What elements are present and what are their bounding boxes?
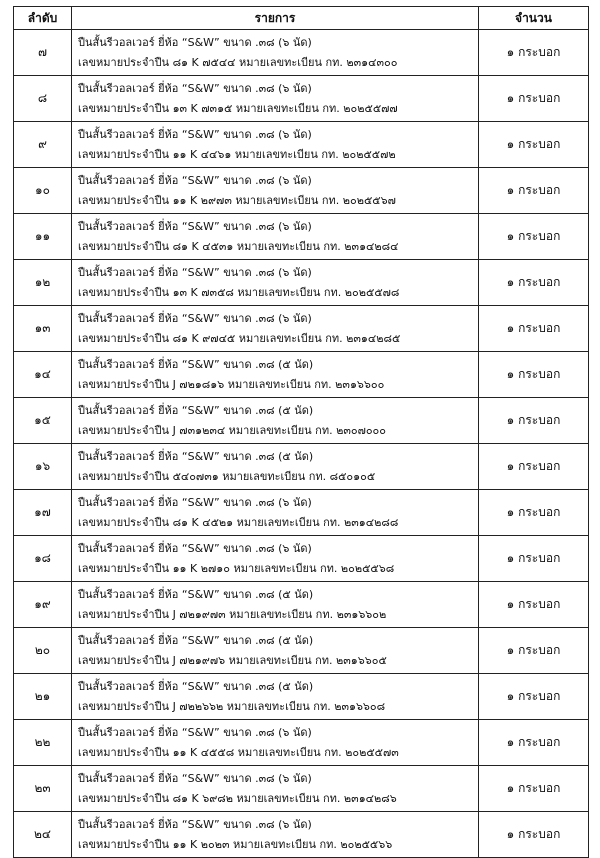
item-model-line: ปืนสั้นรีวอลเวอร์ ยี่ห้อ “S&W” ขนาด .๓๘ (๖ นัด) bbox=[78, 541, 312, 555]
row-number: ๒๓ bbox=[14, 766, 72, 812]
item-model-line: ปืนสั้นรีวอลเวอร์ ยี่ห้อ “S&W” ขนาด .๓๘ (๖ นัด) bbox=[78, 265, 312, 279]
row-description bbox=[72, 536, 479, 582]
row-quantity: ๑ กระบอก bbox=[479, 720, 589, 766]
item-model-line: ปืนสั้นรีวอลเวอร์ ยี่ห้อ “S&W” ขนาด .๓๘ (๕ นัด) bbox=[78, 403, 314, 417]
item-model-line: ปืนสั้นรีวอลเวอร์ ยี่ห้อ “S&W” ขนาด .๓๘ (๖ นัด) bbox=[78, 219, 312, 233]
row-number: ๑๓ bbox=[14, 306, 72, 352]
row-description bbox=[72, 214, 479, 260]
item-serial-line: เลขหมายประจำปืน J ๗๒๑๙๗๖ หมายเลขทะเบียน กท. ๒๓๑๖๖๐๕ bbox=[78, 653, 387, 667]
table-row bbox=[14, 582, 589, 628]
header-item: รายการ bbox=[72, 7, 479, 30]
row-quantity: ๑ กระบอก bbox=[479, 76, 589, 122]
item-serial-line: เลขหมายประจำปืน ๘๑ K ๗๕๔๔ หมายเลขทะเบียน กท. ๒๓๑๔๓๐๐ bbox=[78, 55, 398, 69]
row-description bbox=[72, 306, 479, 352]
item-model-line: ปืนสั้นรีวอลเวอร์ ยี่ห้อ “S&W” ขนาด .๓๘ (๖ นัด) bbox=[78, 173, 312, 187]
row-number: ๙ bbox=[14, 122, 72, 168]
table-body bbox=[14, 30, 589, 858]
item-model-line: ปืนสั้นรีวอลเวอร์ ยี่ห้อ “S&W” ขนาด .๓๘ (๕ นัด) bbox=[78, 679, 314, 693]
row-number: ๑๖ bbox=[14, 444, 72, 490]
row-number: ๑๑ bbox=[14, 214, 72, 260]
table-row bbox=[14, 306, 589, 352]
table-row bbox=[14, 398, 589, 444]
row-quantity: ๑ กระบอก bbox=[479, 260, 589, 306]
item-model-line: ปืนสั้นรีวอลเวอร์ ยี่ห้อ “S&W” ขนาด .๓๘ (๖ นัด) bbox=[78, 495, 312, 509]
item-serial-line: เลขหมายประจำปืน ๘๑ K ๔๕๒๑ หมายเลขทะเบียน กท. ๒๓๑๔๒๘๘ bbox=[78, 515, 399, 529]
item-model-line: ปืนสั้นรีวอลเวอร์ ยี่ห้อ “S&W” ขนาด .๓๘ (๖ นัด) bbox=[78, 771, 312, 785]
item-model-line: ปืนสั้นรีวอลเวอร์ ยี่ห้อ “S&W” ขนาด .๓๘ (๕ นัด) bbox=[78, 449, 314, 463]
item-model-line: ปืนสั้นรีวอลเวอร์ ยี่ห้อ “S&W” ขนาด .๓๘ (๖ นัด) bbox=[78, 817, 312, 831]
table-row bbox=[14, 720, 589, 766]
item-model-line: ปืนสั้นรีวอลเวอร์ ยี่ห้อ “S&W” ขนาด .๓๘ (๕ นัด) bbox=[78, 633, 314, 647]
item-serial-line: เลขหมายประจำปืน ๘๑ K ๔๕๓๑ หมายเลขทะเบียน กท. ๒๓๑๔๒๘๔ bbox=[78, 239, 399, 253]
row-quantity: ๑ กระบอก bbox=[479, 444, 589, 490]
row-number: ๘ bbox=[14, 76, 72, 122]
table-row bbox=[14, 628, 589, 674]
row-number: ๒๔ bbox=[14, 812, 72, 858]
row-quantity: ๑ กระบอก bbox=[479, 168, 589, 214]
row-number: ๗ bbox=[14, 30, 72, 76]
row-number: ๑๙ bbox=[14, 582, 72, 628]
row-description bbox=[72, 30, 479, 76]
row-number: ๑๗ bbox=[14, 490, 72, 536]
item-serial-line: เลขหมายประจำปืน ๑๑ K ๔๔๖๑ หมายเลขทะเบียน กท. ๒๐๒๕๕๗๒ bbox=[78, 147, 396, 161]
table-row bbox=[14, 76, 589, 122]
row-description bbox=[72, 812, 479, 858]
row-quantity: ๑ กระบอก bbox=[479, 398, 589, 444]
item-serial-line: เลขหมายประจำปืน ๑๑ K ๔๕๕๘ หมายเลขทะเบียน กท. ๒๐๒๕๕๗๓ bbox=[78, 745, 399, 759]
row-quantity: ๑ กระบอก bbox=[479, 674, 589, 720]
item-serial-line: เลขหมายประจำปืน J ๗๓๑๒๓๔ หมายเลขทะเบียน กท. ๒๓๐๗๐๐๐ bbox=[78, 423, 386, 437]
item-serial-line: เลขหมายประจำปืน ๑๑ K ๒๗๑๐ หมายเลขทะเบียน กท. ๒๐๒๕๕๖๘ bbox=[78, 561, 395, 575]
row-number: ๑๒ bbox=[14, 260, 72, 306]
table-row bbox=[14, 536, 589, 582]
row-number: ๑๕ bbox=[14, 398, 72, 444]
table-row bbox=[14, 352, 589, 398]
header-no: ลำดับ bbox=[14, 7, 72, 30]
row-number: ๑๐ bbox=[14, 168, 72, 214]
row-quantity: ๑ กระบอก bbox=[479, 628, 589, 674]
table-row bbox=[14, 812, 589, 858]
row-description bbox=[72, 122, 479, 168]
row-number: ๒๑ bbox=[14, 674, 72, 720]
item-model-line: ปืนสั้นรีวอลเวอร์ ยี่ห้อ “S&W” ขนาด .๓๘ (๖ นัด) bbox=[78, 725, 312, 739]
row-description bbox=[72, 628, 479, 674]
row-quantity: ๑ กระบอก bbox=[479, 536, 589, 582]
row-description bbox=[72, 398, 479, 444]
table-row bbox=[14, 214, 589, 260]
table-row bbox=[14, 168, 589, 214]
item-model-line: ปืนสั้นรีวอลเวอร์ ยี่ห้อ “S&W” ขนาด .๓๘ (๖ นัด) bbox=[78, 311, 312, 325]
item-model-line: ปืนสั้นรีวอลเวอร์ ยี่ห้อ “S&W” ขนาด .๓๘ (๖ นัด) bbox=[78, 35, 312, 49]
row-quantity: ๑ กระบอก bbox=[479, 812, 589, 858]
row-description bbox=[72, 582, 479, 628]
row-description bbox=[72, 674, 479, 720]
item-serial-line: เลขหมายประจำปืน J ๗๒๑๘๑๖ หมายเลขทะเบียน กท. ๒๓๑๖๖๐๐ bbox=[78, 377, 385, 391]
row-description bbox=[72, 352, 479, 398]
table-row bbox=[14, 122, 589, 168]
row-description bbox=[72, 260, 479, 306]
row-description bbox=[72, 766, 479, 812]
table-row bbox=[14, 766, 589, 812]
row-quantity: ๑ กระบอก bbox=[479, 30, 589, 76]
row-quantity: ๑ กระบอก bbox=[479, 582, 589, 628]
item-serial-line: เลขหมายประจำปืน ๑๑ K ๒๙๗๓ หมายเลขทะเบียน กท. ๒๐๒๕๕๖๗ bbox=[78, 193, 396, 207]
item-serial-line: เลขหมายประจำปืน ๘๑ K ๖๙๘๒ หมายเลขทะเบียน กท. ๒๓๑๔๒๘๖ bbox=[78, 791, 397, 805]
item-serial-line: เลขหมายประจำปืน ๕๔๐๗๓๑ หมายเลขทะเบียน กท. ๘๕๐๑๐๕ bbox=[78, 469, 376, 483]
row-number: ๑๘ bbox=[14, 536, 72, 582]
table-row bbox=[14, 30, 589, 76]
item-serial-line: เลขหมายประจำปืน ๑๑ K ๒๐๒๓ หมายเลขทะเบียน กท. ๒๐๒๕๕๖๖ bbox=[78, 837, 393, 851]
item-model-line: ปืนสั้นรีวอลเวอร์ ยี่ห้อ “S&W” ขนาด .๓๘ (๕ นัด) bbox=[78, 587, 314, 601]
table-row bbox=[14, 260, 589, 306]
row-quantity: ๑ กระบอก bbox=[479, 490, 589, 536]
row-quantity: ๑ กระบอก bbox=[479, 766, 589, 812]
header-qty: จำนวน bbox=[479, 7, 589, 30]
row-quantity: ๑ กระบอก bbox=[479, 214, 589, 260]
row-number: ๒๐ bbox=[14, 628, 72, 674]
row-description bbox=[72, 168, 479, 214]
item-serial-line: เลขหมายประจำปืน ๑๓ K ๗๓๑๕ หมายเลขทะเบียน กท. ๒๐๒๕๕๗๗ bbox=[78, 101, 398, 115]
firearm-list-table bbox=[13, 6, 589, 858]
row-description bbox=[72, 444, 479, 490]
item-model-line: ปืนสั้นรีวอลเวอร์ ยี่ห้อ “S&W” ขนาด .๓๘ (๖ นัด) bbox=[78, 81, 312, 95]
item-serial-line: เลขหมายประจำปืน ๘๑ K ๙๗๔๕ หมายเลขทะเบียน กท. ๒๓๑๔๒๘๕ bbox=[78, 331, 401, 345]
row-number: ๒๒ bbox=[14, 720, 72, 766]
row-description bbox=[72, 490, 479, 536]
row-quantity: ๑ กระบอก bbox=[479, 352, 589, 398]
row-description bbox=[72, 720, 479, 766]
item-model-line: ปืนสั้นรีวอลเวอร์ ยี่ห้อ “S&W” ขนาด .๓๘ (๕ นัด) bbox=[78, 357, 314, 371]
item-serial-line: เลขหมายประจำปืน ๑๓ K ๗๓๕๘ หมายเลขทะเบียน กท. ๒๐๒๕๕๗๘ bbox=[78, 285, 400, 299]
table-row bbox=[14, 490, 589, 536]
table-header-row bbox=[14, 7, 589, 30]
row-description bbox=[72, 76, 479, 122]
row-number: ๑๔ bbox=[14, 352, 72, 398]
table-row bbox=[14, 674, 589, 720]
item-serial-line: เลขหมายประจำปืน J ๗๒๒๖๖๒ หมายเลขทะเบียน กท. ๒๓๑๖๖๐๘ bbox=[78, 699, 386, 713]
row-quantity: ๑ กระบอก bbox=[479, 122, 589, 168]
table-row bbox=[14, 444, 589, 490]
item-model-line: ปืนสั้นรีวอลเวอร์ ยี่ห้อ “S&W” ขนาด .๓๘ (๖ นัด) bbox=[78, 127, 312, 141]
item-serial-line: เลขหมายประจำปืน J ๗๒๑๙๗๓ หมายเลขทะเบียน กท. ๒๓๑๖๖๐๒ bbox=[78, 607, 387, 621]
row-quantity: ๑ กระบอก bbox=[479, 306, 589, 352]
